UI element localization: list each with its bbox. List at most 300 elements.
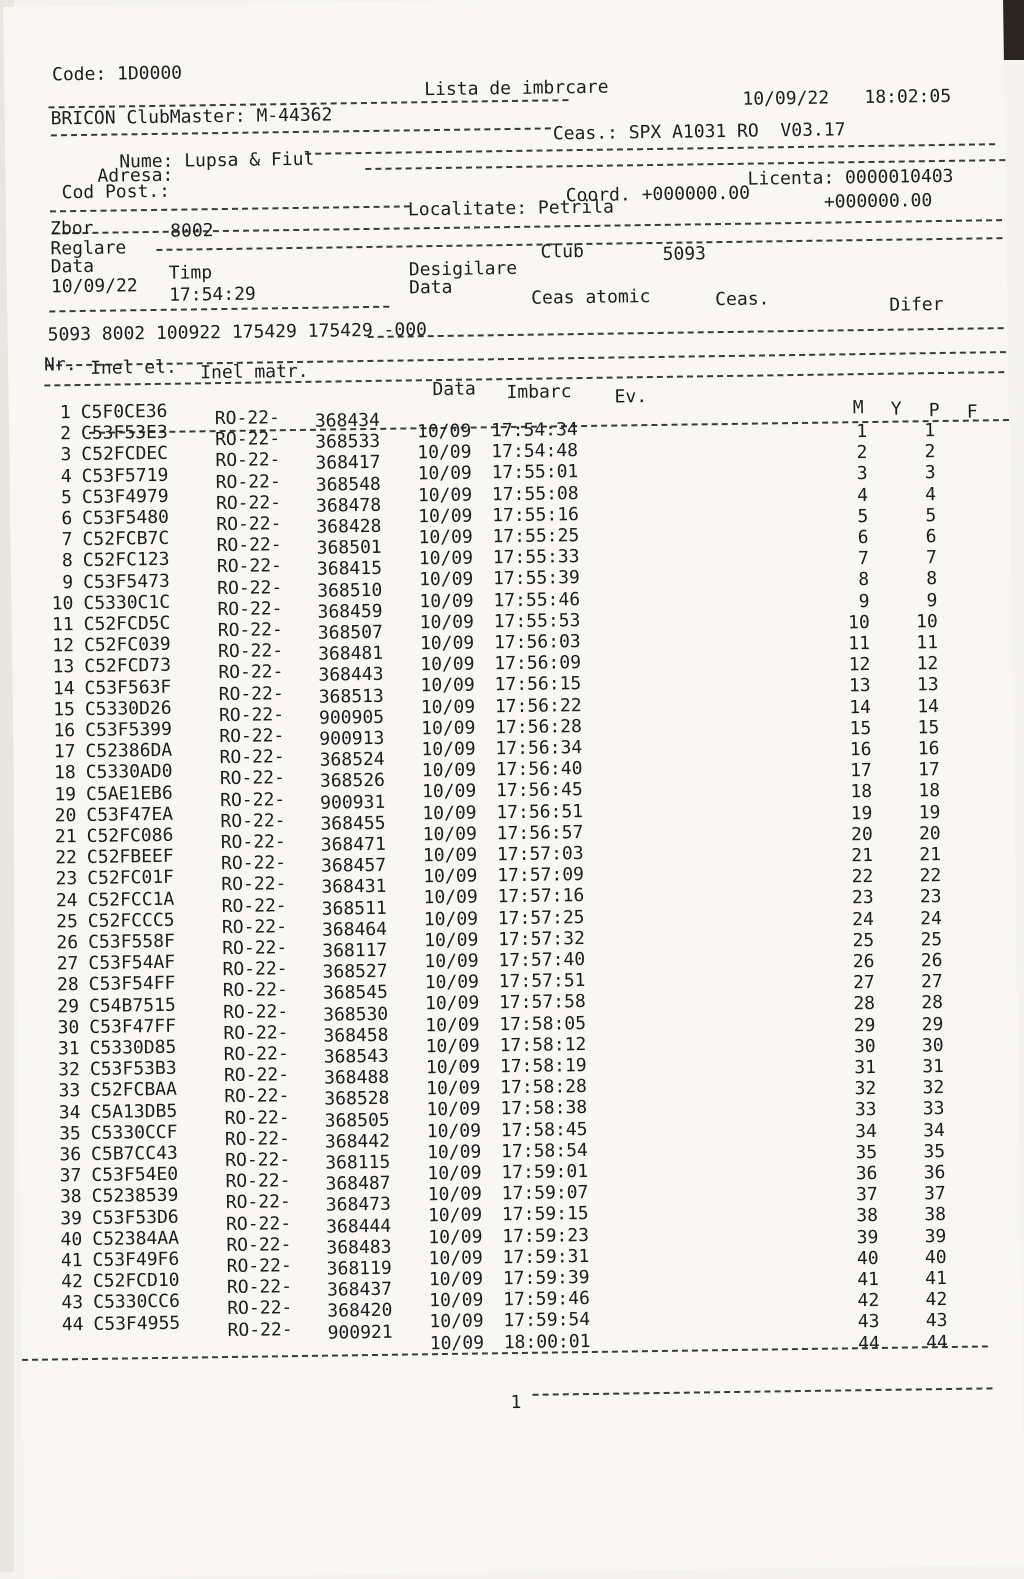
arrival-date: 10/09 [422,802,477,824]
row-number: 41 [60,1250,83,1272]
row-number: 18 [53,762,76,784]
data-label: Data [50,255,95,278]
ring-prefix: RO-22- [219,725,285,748]
row-number: 25 [56,910,78,933]
ring-number: 368483 [326,1236,392,1259]
place-p: 21 [919,844,942,866]
place-p: 30 [921,1034,944,1057]
ring-number: 368487 [325,1172,391,1195]
arrival-time: 17:55:25 [492,525,580,548]
electronic-ring: C53F53D6 [91,1206,179,1229]
place-m: 24 [852,908,875,930]
electronic-ring: C52FCCC5 [87,909,175,932]
ring-number: 900905 [318,706,385,729]
ring-prefix: RO-22- [216,555,283,578]
arrival-date: 10/09 [416,420,472,443]
electronic-ring: C5330D26 [84,697,172,720]
col-inel-matr: Inel matr. [200,360,309,384]
electronic-ring: C5330CCF [90,1121,178,1144]
place-p: 35 [923,1140,946,1163]
arrival-time: 17:56:28 [495,715,583,739]
arrival-date: 10/09 [429,1332,485,1354]
arrival-time: 17:58:28 [500,1076,588,1099]
ring-number: 368464 [321,918,388,941]
arrival-date: 10/09 [419,590,474,612]
ring-number: 368510 [317,579,383,602]
row-number: 22 [55,847,78,869]
arrival-time: 17:57:40 [498,949,586,972]
printed-sheet [3,0,1024,1579]
club-label: Club [540,240,585,263]
arrival-date: 10/09 [428,1226,483,1248]
arrival-time: 17:57:09 [497,864,585,887]
arrival-time: 17:55:01 [491,461,579,484]
ring-number: 368507 [317,621,384,644]
row-number: 29 [57,995,80,1017]
page-number: 1 [510,1391,522,1414]
arrival-date: 10/09 [421,738,476,761]
place-p: 6 [925,526,937,548]
place-m: 18 [850,781,873,803]
row-number: 34 [58,1101,81,1123]
ring-prefix: RO-22- [214,407,281,430]
place-p: 44 [925,1331,948,1353]
arrival-date: 10/09 [418,568,474,591]
place-m: 42 [857,1290,880,1312]
col-p: P [928,400,940,422]
place-p: 24 [920,907,943,929]
ring-number: 368478 [315,494,382,517]
arrival-time: 17:57:16 [497,885,585,908]
arrival-date: 10/09 [421,717,476,740]
arrival-date: 10/09 [427,1204,483,1227]
ring-prefix: RO-22- [219,746,285,769]
col-inel-el: Inel el. [89,356,177,379]
row-number: 40 [60,1228,83,1251]
place-p: 7 [925,547,938,569]
place-p: 29 [921,1013,944,1035]
ring-prefix: RO-22- [225,1212,292,1235]
arrival-time: 17:58:45 [500,1118,588,1141]
arrival-time: 17:59:01 [501,1161,589,1184]
electronic-ring: C53F54AF [88,951,176,975]
arrival-time: 17:59:15 [501,1203,589,1226]
arrival-time: 17:59:07 [501,1182,589,1205]
row-number: 9 [62,571,74,593]
ring-number: 368115 [325,1151,391,1174]
arrival-date: 10/09 [418,505,473,528]
ring-number: 368458 [323,1024,389,1047]
place-m: 21 [851,844,874,867]
electronic-ring: C5330CC6 [93,1291,181,1314]
place-m: 5 [857,505,869,527]
reglare-time: 17:54:29 [168,283,256,306]
place-p: 25 [920,928,943,951]
ring-number: 368444 [325,1215,392,1238]
arrival-time: 18:00:01 [503,1330,591,1353]
electronic-ring: C52FC01F [87,867,175,890]
ring-prefix: RO-22- [218,704,285,726]
electronic-ring: C52FCC1A [87,888,175,911]
ring-prefix: RO-22- [218,661,284,684]
ring-number: 900921 [327,1321,393,1344]
arrival-time: 17:56:40 [495,758,583,781]
row-number: 19 [54,783,77,806]
row-number: 12 [52,635,75,657]
ring-prefix: RO-22- [215,492,282,514]
ring-prefix: RO-22- [220,831,286,854]
row-number: 28 [56,974,79,996]
col-imbarc: Imbarc [506,381,572,404]
ring-prefix: RO-22- [224,1127,291,1150]
row-number: 13 [52,656,75,678]
arrival-time: 17:55:33 [492,546,580,569]
arrival-time: 17:55:39 [492,567,580,590]
row-number: 2 [60,423,72,445]
clubmaster-line: BRICON ClubMaster: M-44362 [50,104,333,130]
separator-line [49,306,389,313]
ring-number: 368524 [319,748,385,771]
place-m: 33 [854,1099,877,1121]
row-number: 8 [61,550,73,572]
ring-number: 368505 [324,1109,390,1132]
coord-line: Coord. +000000.00 [565,182,751,207]
row-number: 35 [58,1122,81,1145]
electronic-ring: C52FCD10 [92,1269,180,1293]
ring-prefix: RO-22- [224,1085,290,1108]
place-p: 4 [924,483,937,505]
paper-edge-dark-corner [1002,0,1024,60]
ring-number: 368530 [323,1003,389,1026]
row-number: 33 [58,1080,81,1102]
arrival-date: 10/09 [417,484,473,506]
arrival-time: 17:58:05 [499,1012,587,1035]
ring-number: 368417 [315,452,381,475]
ring-number: 368488 [323,1066,390,1089]
desigilare-label: Desigilare [408,257,518,281]
ring-number: 368117 [322,939,388,962]
row-number: 39 [60,1207,83,1229]
ring-prefix: RO-22- [220,852,287,875]
electronic-ring: C5B7CC43 [90,1142,178,1165]
place-m: 11 [848,633,871,655]
ring-number: 368431 [321,876,387,899]
ring-prefix: RO-22- [225,1149,291,1172]
place-p: 19 [918,801,941,823]
place-m: 31 [854,1056,877,1079]
reglare-label: Reglare [50,237,127,260]
ring-number: 368543 [323,1045,389,1068]
ring-number: 368526 [319,770,386,793]
arrival-date: 10/09 [426,1077,481,1100]
arrival-time: 17:59:31 [502,1245,590,1269]
row-number: 37 [59,1165,82,1187]
arrival-date: 10/09 [418,547,474,570]
ring-prefix: RO-22- [223,1043,289,1066]
ring-prefix: RO-22- [224,1106,290,1129]
electronic-ring: C53F53E3 [80,421,168,445]
electronic-ring: C52FCDEC [81,443,169,466]
ring-number: 368443 [318,664,384,687]
place-m: 29 [853,1014,876,1036]
place-p: 26 [920,950,943,972]
electronic-ring: C53F4955 [93,1312,181,1335]
place-m: 12 [848,654,871,676]
electronic-ring: C53F558F [87,930,175,953]
place-m: 3 [856,463,868,485]
ring-prefix: RO-22- [226,1255,292,1278]
ring-prefix: RO-22- [221,894,287,917]
place-p: 15 [917,716,940,739]
arrival-time: 17:54:48 [491,440,579,463]
arrival-date: 10/09 [423,908,479,930]
report-title: Lista de imbrcare [424,76,609,101]
electronic-ring: C53F49F6 [92,1248,180,1271]
row-number: 7 [61,529,73,551]
ring-number: 368471 [320,833,386,856]
report-date: 10/09/22 [742,87,830,110]
place-m: 22 [851,866,874,888]
row-number: 17 [53,741,76,763]
electronic-ring: C53F5480 [82,506,170,530]
electronic-ring: C5330AD0 [85,761,173,784]
electronic-ring: C53F54FF [88,973,176,996]
place-p: 41 [925,1268,948,1290]
electronic-ring: C52FC086 [86,824,174,847]
arrival-date: 10/09 [417,462,472,485]
place-m: 4 [856,484,869,506]
ring-number: 368442 [324,1130,391,1153]
place-p: 14 [917,695,940,717]
place-p: 40 [924,1246,947,1269]
place-p: 22 [919,865,942,887]
row-number: 36 [59,1144,82,1166]
arrival-date: 10/09 [425,1035,480,1058]
place-m: 41 [857,1268,880,1291]
arrival-time: 17:57:25 [497,906,585,929]
place-p: 37 [923,1183,946,1205]
ring-number: 368527 [322,960,388,983]
electronic-ring: C52FCBAA [90,1079,178,1102]
arrival-time: 17:56:45 [495,779,583,802]
place-p: 28 [921,992,944,1014]
row-number: 15 [53,698,76,721]
col-data: Data [432,378,476,401]
place-p: 13 [916,674,939,696]
ring-prefix: RO-22- [225,1170,291,1193]
place-m: 27 [852,972,875,994]
arrival-date: 10/09 [424,929,479,952]
place-p: 43 [925,1310,948,1332]
place-m: 14 [849,696,872,718]
place-m: 35 [855,1141,878,1164]
col-m: M [852,397,864,419]
ring-prefix: RO-22- [221,915,288,938]
place-p: 42 [925,1289,948,1311]
electronic-ring: C52FC039 [83,633,171,657]
separator-line [46,351,1006,366]
coord-second: +000000.00 [823,190,933,213]
place-p: 32 [922,1077,945,1099]
ring-prefix: RO-22- [222,1000,289,1023]
place-m: 16 [849,739,872,761]
row-number: 4 [60,465,72,487]
ring-number: 368119 [326,1257,392,1280]
electronic-ring: C52FC123 [82,549,170,572]
localitate-line: Localitate: Petrila [407,196,614,221]
place-m: 9 [858,590,870,612]
arrival-time: 17:56:22 [494,694,582,717]
separator-line [368,327,1004,338]
ceas-atomic-label: Ceas atomic [531,286,651,309]
arrival-date: 10/09 [423,865,478,888]
place-m: 7 [857,548,870,570]
electronic-ring: C5A13DB5 [90,1100,178,1123]
arrival-date: 10/09 [425,1056,481,1079]
report-time: 18:02:05 [864,85,952,109]
ring-number: 368511 [321,897,387,920]
place-m: 40 [856,1247,879,1270]
place-m: 13 [848,675,871,697]
arrival-time: 17:59:46 [503,1288,591,1311]
arrival-date: 10/09 [426,1098,481,1121]
arrival-time: 17:57:58 [498,991,586,1014]
place-m: 19 [850,802,873,824]
place-p: 3 [924,462,936,484]
electronic-ring: C53F5473 [82,570,170,593]
row-number: 26 [56,932,79,954]
electronic-ring: C53F54E0 [91,1163,179,1187]
row-number: 42 [61,1271,84,1293]
ring-number: 368501 [316,537,382,559]
ring-number: 368548 [315,473,381,496]
arrival-date: 10/09 [422,823,477,846]
arrival-date: 10/09 [421,780,477,803]
place-p: 39 [924,1225,947,1247]
row-number: 1 [59,402,71,424]
place-p: 38 [924,1204,947,1226]
arrival-date: 10/09 [419,611,475,634]
ring-prefix: RO-22- [220,809,286,832]
place-m: 36 [855,1162,878,1185]
ring-number: 368513 [318,685,384,708]
ring-prefix: RO-22- [216,534,282,557]
electronic-ring: C53F47FF [89,1015,177,1038]
ring-number: 900931 [320,791,386,814]
ring-prefix: RO-22- [217,619,283,642]
place-p: 10 [915,610,938,633]
row-number: 23 [55,868,78,890]
row-number: 3 [60,444,72,466]
arrival-date: 10/09 [424,971,480,994]
electronic-ring: C52FBEEF [86,845,174,869]
arrival-time: 17:55:46 [493,588,581,611]
ring-number: 368428 [316,515,382,538]
ring-number: 368455 [320,812,386,835]
code-label: Code: 1D0000 [51,62,183,86]
zbor-label: Zbor [50,217,94,240]
row-number: 14 [52,677,75,700]
arrival-time: 17:55:53 [493,609,581,633]
arrival-time: 17:57:32 [497,927,585,951]
arrival-time: 17:56:51 [496,800,584,823]
place-m: 32 [854,1078,877,1100]
arrival-time: 17:58:54 [500,1139,588,1163]
arrival-time: 17:58:19 [499,1055,587,1078]
arrival-date: 10/09 [418,526,473,549]
ring-prefix: RO-22- [222,958,288,981]
arrival-date: 10/09 [422,844,478,867]
arrival-date: 10/09 [424,950,479,973]
arrival-time: 17:59:54 [503,1309,591,1332]
arrival-date: 10/09 [426,1141,482,1164]
ring-number: 900913 [319,727,385,750]
place-m: 25 [852,929,875,952]
electronic-ring: C53F5719 [81,464,169,487]
ceas-line: Ceas.: SPX A1031 RO V03.17 [552,119,846,145]
row-number: 20 [54,804,77,827]
ring-number: 368533 [315,431,381,453]
place-m: 15 [849,717,872,740]
arrival-date: 10/09 [420,674,475,697]
arrival-time: 17:56:15 [494,673,582,696]
row-number: 43 [61,1292,84,1314]
ring-prefix: RO-22- [225,1191,291,1214]
arrival-date: 10/09 [420,696,476,718]
separator-line [532,1387,992,1395]
row-number: 5 [60,486,73,509]
electronic-ring: C5F0CE36 [80,400,168,424]
arrival-time: 17:57:51 [498,970,586,993]
arrival-time: 17:59:23 [502,1224,590,1247]
arrival-date: 10/09 [427,1162,482,1185]
arrival-time: 17:58:12 [499,1033,587,1057]
ring-number: 368545 [322,982,389,1005]
ceas-label: Ceas. [715,288,770,311]
place-m: 20 [850,823,873,846]
electronic-ring: C53F5399 [85,718,173,741]
ring-prefix: RO-22- [215,449,281,472]
row-number: 31 [57,1038,80,1060]
ring-number: 368437 [326,1278,393,1301]
place-m: 2 [856,442,868,464]
row-number: 16 [53,720,76,742]
row-number: 21 [54,826,77,848]
arrival-time: 17:56:34 [495,737,583,760]
arrival-time: 17:56:57 [496,821,584,845]
electronic-ring: C5AE1EB6 [85,782,173,805]
place-p: 23 [919,886,942,908]
place-p: 2 [924,441,936,463]
arrival-date: 10/09 [421,759,477,782]
place-m: 34 [855,1120,877,1142]
place-m: 17 [849,760,872,782]
difer-label: Difer [889,293,944,316]
place-p: 36 [923,1162,946,1184]
electronic-ring: C52384AA [92,1227,180,1250]
licenta-line: Licenta: 0000010403 [747,165,954,190]
ring-prefix: RO-22- [217,598,283,620]
electronic-ring: C53F4979 [81,485,169,508]
place-p: 27 [920,971,943,993]
arrival-date: 10/09 [423,886,478,909]
arrival-time: 17:54:34 [490,419,578,442]
place-p: 34 [923,1119,945,1141]
arrival-date: 10/09 [420,653,475,676]
adresa-label: Adresa: [97,164,174,187]
arrival-time: 17:56:03 [493,631,581,654]
ring-prefix: RO-22- [226,1233,292,1256]
